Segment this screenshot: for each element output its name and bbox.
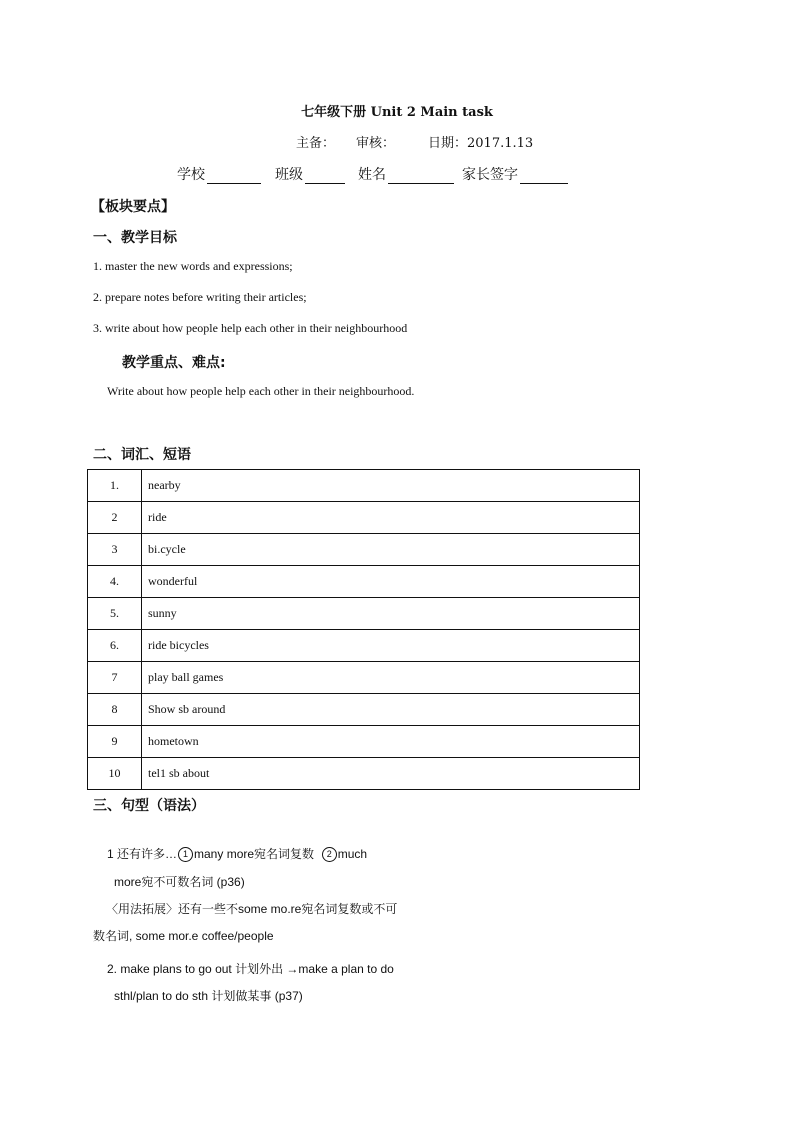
row-number: 1. [88, 470, 142, 502]
section-bankuai-heading: 【板块要点】 [91, 199, 175, 215]
table-row [88, 726, 640, 758]
preparer-label: 主备： [296, 136, 336, 151]
table-row [88, 566, 640, 598]
grammar-point-2-line-1: 2. make plans to go out 计划外出 →make a plan to do [107, 962, 394, 976]
table-row [88, 758, 640, 790]
parent-sign-field [462, 164, 568, 184]
row-number: 6. [88, 630, 142, 662]
grammar-point-2-line-2: sthl/plan to do sth 计划做某事 (p37) [114, 989, 303, 1003]
row-word: ride bicycles [142, 630, 640, 662]
school-label: 学校 [177, 167, 205, 183]
table-row [88, 694, 640, 726]
name-label: 姓名 [358, 167, 386, 183]
table-row [88, 470, 640, 502]
section1-heading: 一、教学目标 [93, 230, 177, 246]
section3-heading: 三、句型（语法） [93, 798, 205, 814]
row-number: 4. [88, 566, 142, 598]
parent-sign-blank [520, 169, 568, 184]
class-blank [305, 169, 345, 184]
row-word: nearby [142, 470, 640, 502]
objective-item: 3. write about how people help each other in their neighbourhood [93, 321, 408, 335]
objective-item: 2. prepare notes before writing their articles; [93, 290, 307, 304]
table-row [88, 662, 640, 694]
vocabulary-table [87, 469, 640, 790]
circled-number: 2 [322, 847, 337, 862]
key-points-heading: 教学重点、难点: [122, 355, 226, 371]
row-word: Show sb around [142, 694, 640, 726]
row-word: tel1 sb about [142, 758, 640, 790]
page-title: 七年级下册 Unit 2 Main task [301, 105, 493, 120]
objective-item: 1. master the new words and expressions; [93, 259, 293, 273]
grammar-point-1-line-1 [107, 845, 367, 862]
table-row [88, 534, 640, 566]
row-number: 5. [88, 598, 142, 630]
row-number: 10 [88, 758, 142, 790]
table-row [88, 630, 640, 662]
key-points-text: Write about how people help each other in their neighbourhood. [107, 384, 415, 398]
grammar-text: much [337, 847, 368, 861]
date-label: 日期：2017.1.13 [428, 136, 534, 151]
reviewer-label: 审核： [356, 136, 396, 151]
row-number: 9 [88, 726, 142, 758]
row-word: wonderful [142, 566, 640, 598]
row-number: 8 [88, 694, 142, 726]
row-number: 7 [88, 662, 142, 694]
row-word: bi.cycle [142, 534, 640, 566]
table-row [88, 598, 640, 630]
row-word: sunny [142, 598, 640, 630]
row-word: hometown [142, 726, 640, 758]
row-word: play ball games [142, 662, 640, 694]
grammar-point-1-line-2: more宛不可数名词 (p36) [114, 875, 245, 889]
parent-sign-label: 家长签字 [462, 167, 518, 183]
grammar-text: many more宛名词复数 [194, 847, 315, 861]
table-row [88, 502, 640, 534]
school-blank [207, 169, 261, 184]
class-field [275, 164, 345, 184]
name-blank [388, 169, 454, 184]
school-field [177, 164, 261, 184]
name-field [358, 164, 454, 184]
grammar-text: 1 还有许多… [107, 847, 178, 861]
class-label: 班级 [275, 167, 303, 183]
grammar-point-1-line-4: 数名词, some mor.e coffee/people [93, 929, 274, 943]
circled-number: 1 [178, 847, 193, 862]
row-word: ride [142, 502, 640, 534]
section2-heading: 二、词汇、短语 [93, 447, 191, 463]
row-number: 3 [88, 534, 142, 566]
grammar-point-1-line-3: 〈用法拓展〉还有一些不some mo.re宛名词复数或不可 [106, 902, 398, 916]
row-number: 2 [88, 502, 142, 534]
